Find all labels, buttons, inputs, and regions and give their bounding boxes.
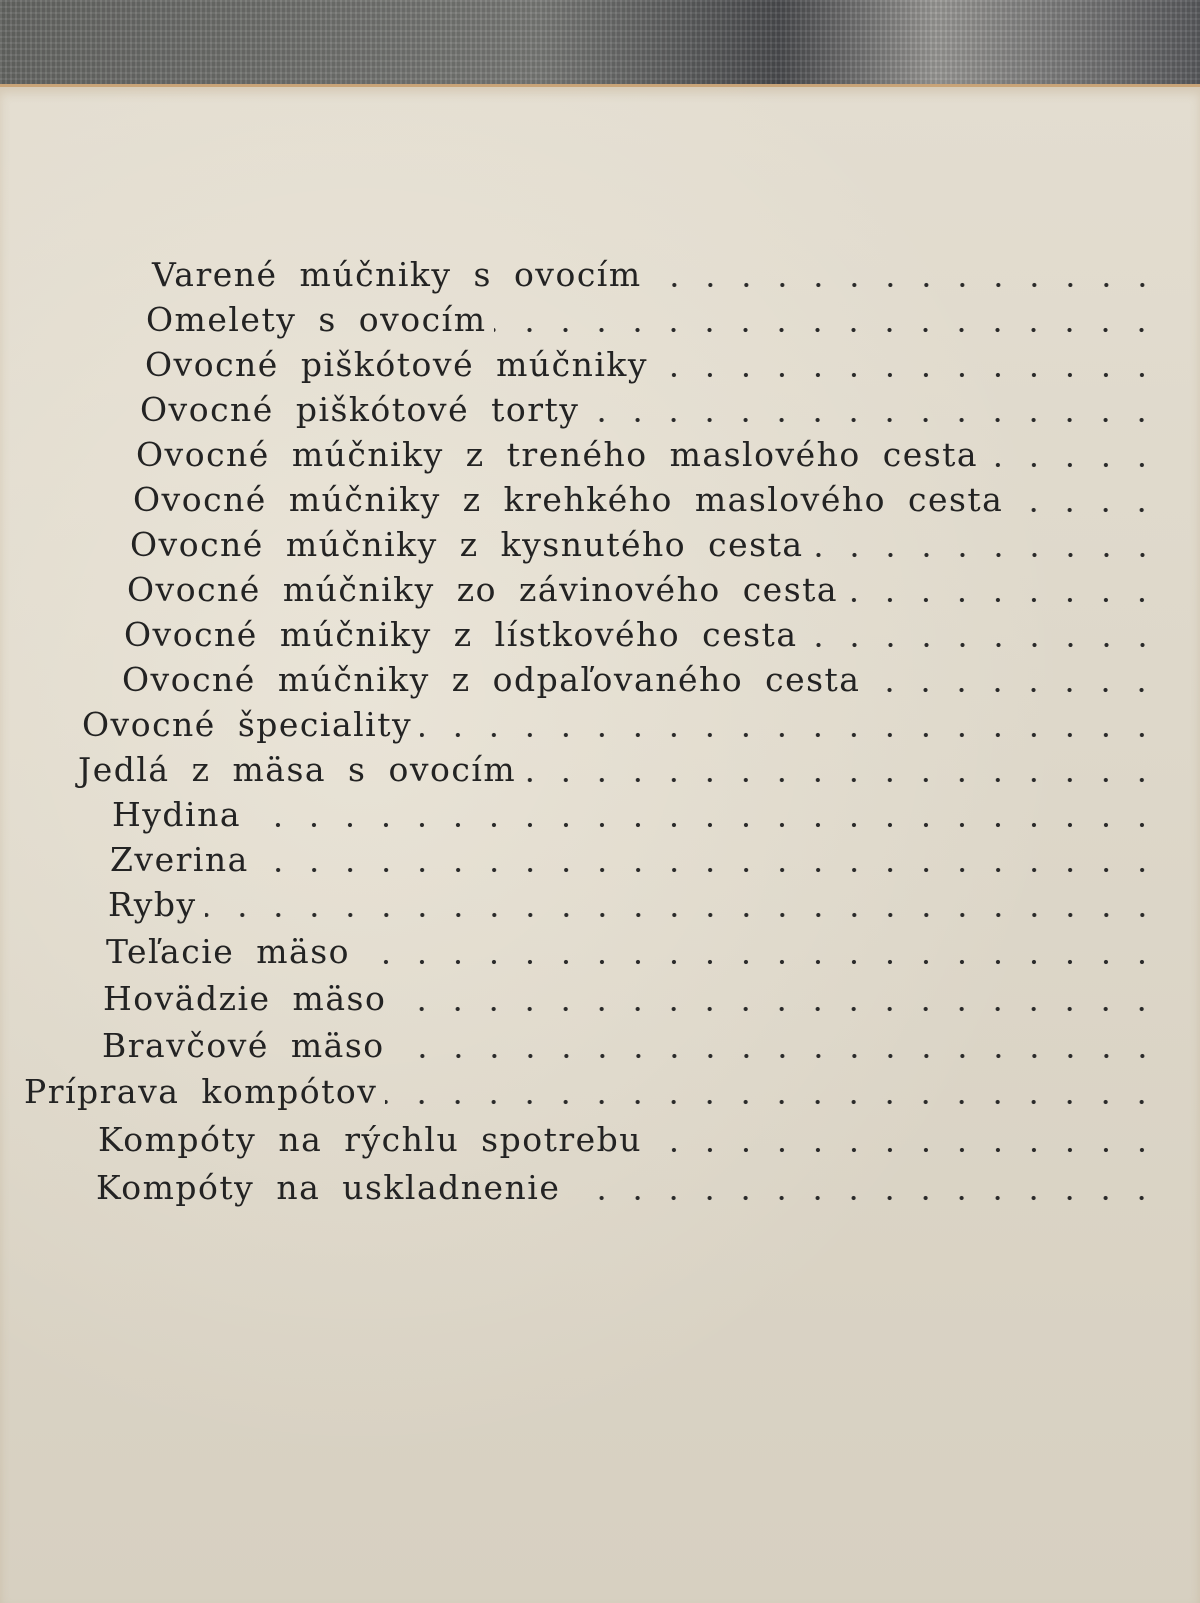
toc-entry [103,979,1160,1019]
toc-entry [152,255,1160,295]
toc-entry-label: Ovocné múčniky z odpaľovaného cesta [122,660,861,699]
toc-entry-label: Ovocné múčniky zo závinového cesta [127,570,839,609]
toc-entry-label: Hovädzie mäso [103,979,387,1018]
toc-entry-label: Omelety s ovocím [146,300,487,339]
toc-entry [140,390,1160,430]
toc-entry-label: Ryby [108,885,197,924]
toc-entry [124,615,1160,655]
dot-leader [650,255,1160,295]
toc-entry-label: Ovocné piškótové múčniky [145,345,649,384]
toc-entry [110,840,1160,880]
dot-leader [868,660,1160,700]
toc-entry-label: Ovocné múčniky z kysnutého cesta [130,525,804,564]
toc-entry-label: Bravčové mäso [102,1026,385,1065]
dot-leader [249,795,1160,835]
dot-leader [394,979,1160,1019]
toc-entry [122,660,1160,700]
toc-entry [108,885,1160,925]
toc-entry-label: Kompóty na rýchlu spotrebu [98,1120,643,1159]
dot-leader [650,1120,1160,1160]
toc-entry-label: Teľacie mäso [106,932,351,971]
dot-leader [812,525,1160,565]
dot-leader [385,1072,1160,1112]
dot-leader [986,435,1160,475]
dot-leader [846,570,1160,610]
toc-entry-label: Jedlá z mäsa s ovocím [78,750,517,789]
toc-entry [145,345,1160,385]
toc-entry [102,1026,1160,1066]
toc-entry [24,1072,1160,1112]
toc-entry [130,525,1160,565]
toc-entry [78,750,1160,790]
toc-entry [106,932,1160,972]
toc-entry-label: Ovocné piškótové torty [140,390,580,429]
dot-leader [257,840,1160,880]
book-page [0,84,1200,1603]
dot-leader [1011,480,1160,520]
dot-leader [806,615,1161,655]
toc-entry [112,795,1160,835]
dot-leader [358,932,1160,972]
toc-entry-label: Zverina [110,840,249,879]
dot-leader [205,885,1160,925]
toc-entry-label: Hydina [112,795,242,834]
toc-entry [136,435,1160,475]
dot-leader [656,345,1160,385]
toc-entry [82,705,1160,745]
dot-leader [393,1026,1160,1066]
toc-entry [96,1168,1160,1208]
toc-entry-label: Príprava kompótov [24,1072,378,1111]
toc-entry-label: Ovocné múčniky z lístkového cesta [124,615,798,654]
dot-leader [420,705,1160,745]
toc-entry [133,480,1160,520]
dot-leader [494,300,1160,340]
toc-entry-label: Ovocné múčniky z krehkého maslového cesta [133,480,1004,519]
toc-entry [146,300,1160,340]
toc-entry-label: Varené múčniky s ovocím [152,255,642,294]
toc-entry [98,1120,1160,1160]
toc-entry-label: Ovocné múčniky z treného maslového cesta [136,435,979,474]
dot-leader [587,390,1160,430]
dot-leader [524,750,1160,790]
toc-entry-label: Kompóty na uskladnenie [96,1168,561,1207]
toc-entry [127,570,1160,610]
toc-entry-label: Ovocné špeciality [82,705,413,744]
dot-leader [568,1168,1160,1208]
